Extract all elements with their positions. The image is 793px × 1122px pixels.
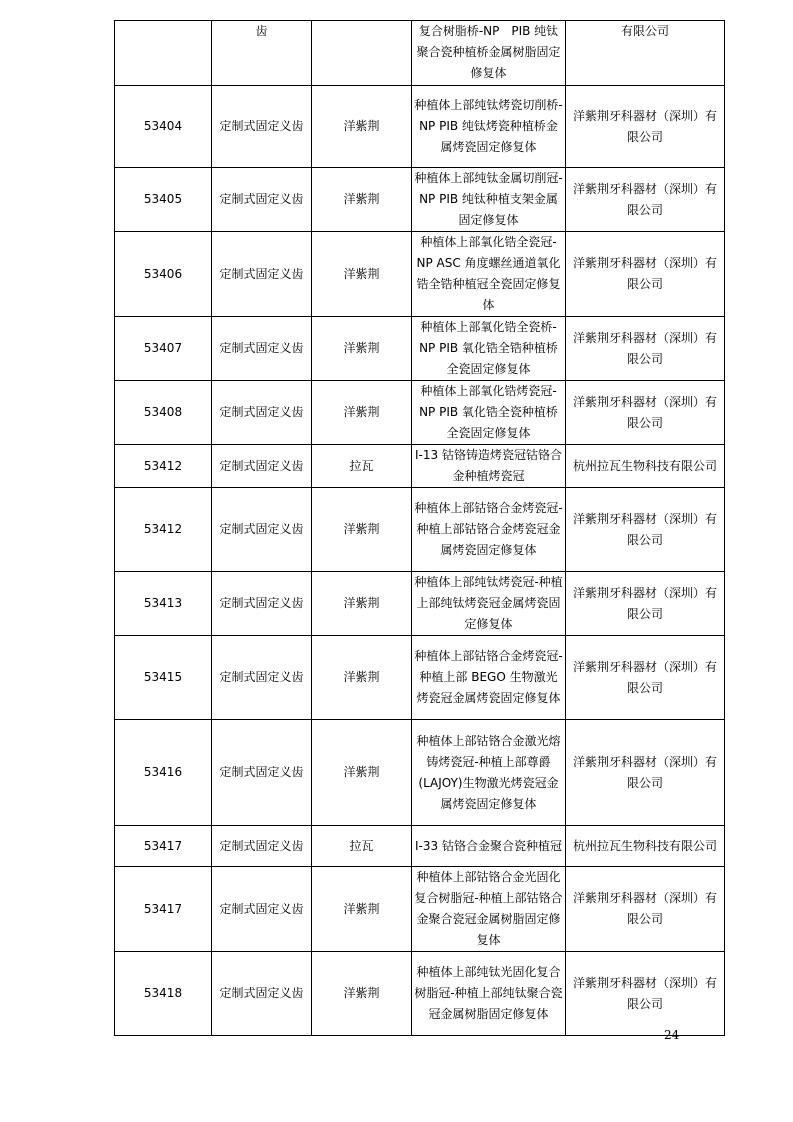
cell-company: 洋紫荆牙科器材（深圳）有限公司	[566, 168, 725, 232]
cell-company: 洋紫荆牙科器材（深圳）有限公司	[566, 867, 725, 952]
cell-number: 53412	[115, 488, 212, 572]
cell-manufacturer: 洋紫荆	[312, 317, 412, 381]
cell-manufacturer: 拉瓦	[312, 826, 412, 867]
cell-number: 53407	[115, 317, 212, 381]
cell-product-name: 种植体上部氧化锆全瓷冠-NP ASC 角度螺丝通道氧化锆全锆种植冠全瓷固定修复体	[412, 232, 566, 317]
table-row	[115, 867, 725, 952]
table-row	[115, 636, 725, 720]
cell-number	[115, 21, 212, 86]
table-row	[115, 168, 725, 232]
cell-company: 洋紫荆牙科器材（深圳）有限公司	[566, 572, 725, 636]
cell-category: 定制式固定义齿	[212, 636, 312, 720]
cell-product-name: I-13 钴铬铸造烤瓷冠钴铬合金种植烤瓷冠	[412, 445, 566, 488]
cell-manufacturer: 洋紫荆	[312, 86, 412, 168]
cell-number: 53417	[115, 867, 212, 952]
cell-number: 53408	[115, 381, 212, 445]
cell-category: 定制式固定义齿	[212, 317, 312, 381]
table-row	[115, 826, 725, 867]
cell-company: 洋紫荆牙科器材（深圳）有限公司	[566, 232, 725, 317]
cell-company: 洋紫荆牙科器材（深圳）有限公司	[566, 488, 725, 572]
cell-manufacturer: 洋紫荆	[312, 488, 412, 572]
table-row	[115, 86, 725, 168]
cell-number: 53415	[115, 636, 212, 720]
cell-category: 定制式固定义齿	[212, 867, 312, 952]
table-row	[115, 952, 725, 1036]
cell-product-name: 种植体上部钴铬合金烤瓷冠-种植上部钴铬合金烤瓷冠金属烤瓷固定修复体	[412, 488, 566, 572]
cell-company: 洋紫荆牙科器材（深圳）有限公司	[566, 636, 725, 720]
cell-category: 定制式固定义齿	[212, 168, 312, 232]
cell-product-name: 种植体上部氧化锆烤瓷冠-NP PIB 氧化锆全瓷种植桥全瓷固定修复体	[412, 381, 566, 445]
cell-product-name: 种植体上部钴铬合金光固化复合树脂冠-种植上部钴铬合金聚合瓷冠金属树脂固定修复体	[412, 867, 566, 952]
cell-number: 53405	[115, 168, 212, 232]
cell-number: 53404	[115, 86, 212, 168]
cell-manufacturer	[312, 21, 412, 86]
cell-manufacturer: 洋紫荆	[312, 572, 412, 636]
table-row	[115, 317, 725, 381]
cell-company: 杭州拉瓦生物科技有限公司	[566, 445, 725, 488]
cell-category: 定制式固定义齿	[212, 720, 312, 826]
cell-manufacturer: 洋紫荆	[312, 867, 412, 952]
cell-product-name: 种植体上部纯钛烤瓷冠-种植上部纯钛烤瓷冠金属烤瓷固定修复体	[412, 572, 566, 636]
cell-product-name: 种植体上部纯钛光固化复合树脂冠-种植上部纯钛聚合瓷冠金属树脂固定修复体	[412, 952, 566, 1036]
cell-product-name: 种植体上部纯钛烤瓷切削桥-NP PIB 纯钛烤瓷种植桥金属烤瓷固定修复体	[412, 86, 566, 168]
cell-category: 定制式固定义齿	[212, 488, 312, 572]
cell-product-name: 复合树脂桥-NP PIB 纯钛聚合瓷种植桥金属树脂固定修复体	[412, 21, 566, 86]
cell-product-name: 种植体上部纯钛金属切削冠-NP PIB 纯钛种植支架金属固定修复体	[412, 168, 566, 232]
cell-product-name: 种植体上部钴铬合金激光熔铸烤瓷冠-种植上部尊爵(LAJOY)生物激光烤瓷冠金属烤瓷固定修复体	[412, 720, 566, 826]
cell-product-name: 种植体上部氧化锆全瓷桥-NP PIB 氧化锆全锆种植桥全瓷固定修复体	[412, 317, 566, 381]
cell-category: 齿	[212, 21, 312, 86]
cell-manufacturer: 洋紫荆	[312, 952, 412, 1036]
cell-company: 洋紫荆牙科器材（深圳）有限公司	[566, 720, 725, 826]
cell-manufacturer: 洋紫荆	[312, 720, 412, 826]
cell-number: 53413	[115, 572, 212, 636]
cell-manufacturer: 拉瓦	[312, 445, 412, 488]
cell-category: 定制式固定义齿	[212, 232, 312, 317]
table-row	[115, 381, 725, 445]
table-row	[115, 21, 725, 86]
table-row	[115, 488, 725, 572]
table-row	[115, 720, 725, 826]
page-number: 24	[664, 1028, 680, 1042]
cell-company: 杭州拉瓦生物科技有限公司	[566, 826, 725, 867]
cell-category: 定制式固定义齿	[212, 86, 312, 168]
cell-category: 定制式固定义齿	[212, 952, 312, 1036]
table-row	[115, 445, 725, 488]
cell-company: 洋紫荆牙科器材（深圳）有限公司	[566, 317, 725, 381]
cell-number: 53406	[115, 232, 212, 317]
cell-number: 53417	[115, 826, 212, 867]
table-row	[115, 572, 725, 636]
cell-category: 定制式固定义齿	[212, 445, 312, 488]
cell-number: 53416	[115, 720, 212, 826]
cell-company: 洋紫荆牙科器材（深圳）有限公司	[566, 86, 725, 168]
cell-category: 定制式固定义齿	[212, 826, 312, 867]
cell-product-name: 种植体上部钴铬合金烤瓷冠-种植上部 BEGO 生物激光烤瓷冠金属烤瓷固定修复体	[412, 636, 566, 720]
cell-category: 定制式固定义齿	[212, 572, 312, 636]
cell-company: 洋紫荆牙科器材（深圳）有限公司	[566, 381, 725, 445]
cell-number: 53418	[115, 952, 212, 1036]
cell-manufacturer: 洋紫荆	[312, 168, 412, 232]
cell-manufacturer: 洋紫荆	[312, 232, 412, 317]
table-row	[115, 232, 725, 317]
cell-number: 53412	[115, 445, 212, 488]
cell-manufacturer: 洋紫荆	[312, 636, 412, 720]
cell-company: 有限公司	[566, 21, 725, 86]
device-table	[114, 20, 725, 1036]
cell-manufacturer: 洋紫荆	[312, 381, 412, 445]
cell-product-name: I-33 钴铬合金聚合瓷种植冠	[412, 826, 566, 867]
cell-company: 洋紫荆牙科器材（深圳）有限公司	[566, 952, 725, 1036]
cell-category: 定制式固定义齿	[212, 381, 312, 445]
